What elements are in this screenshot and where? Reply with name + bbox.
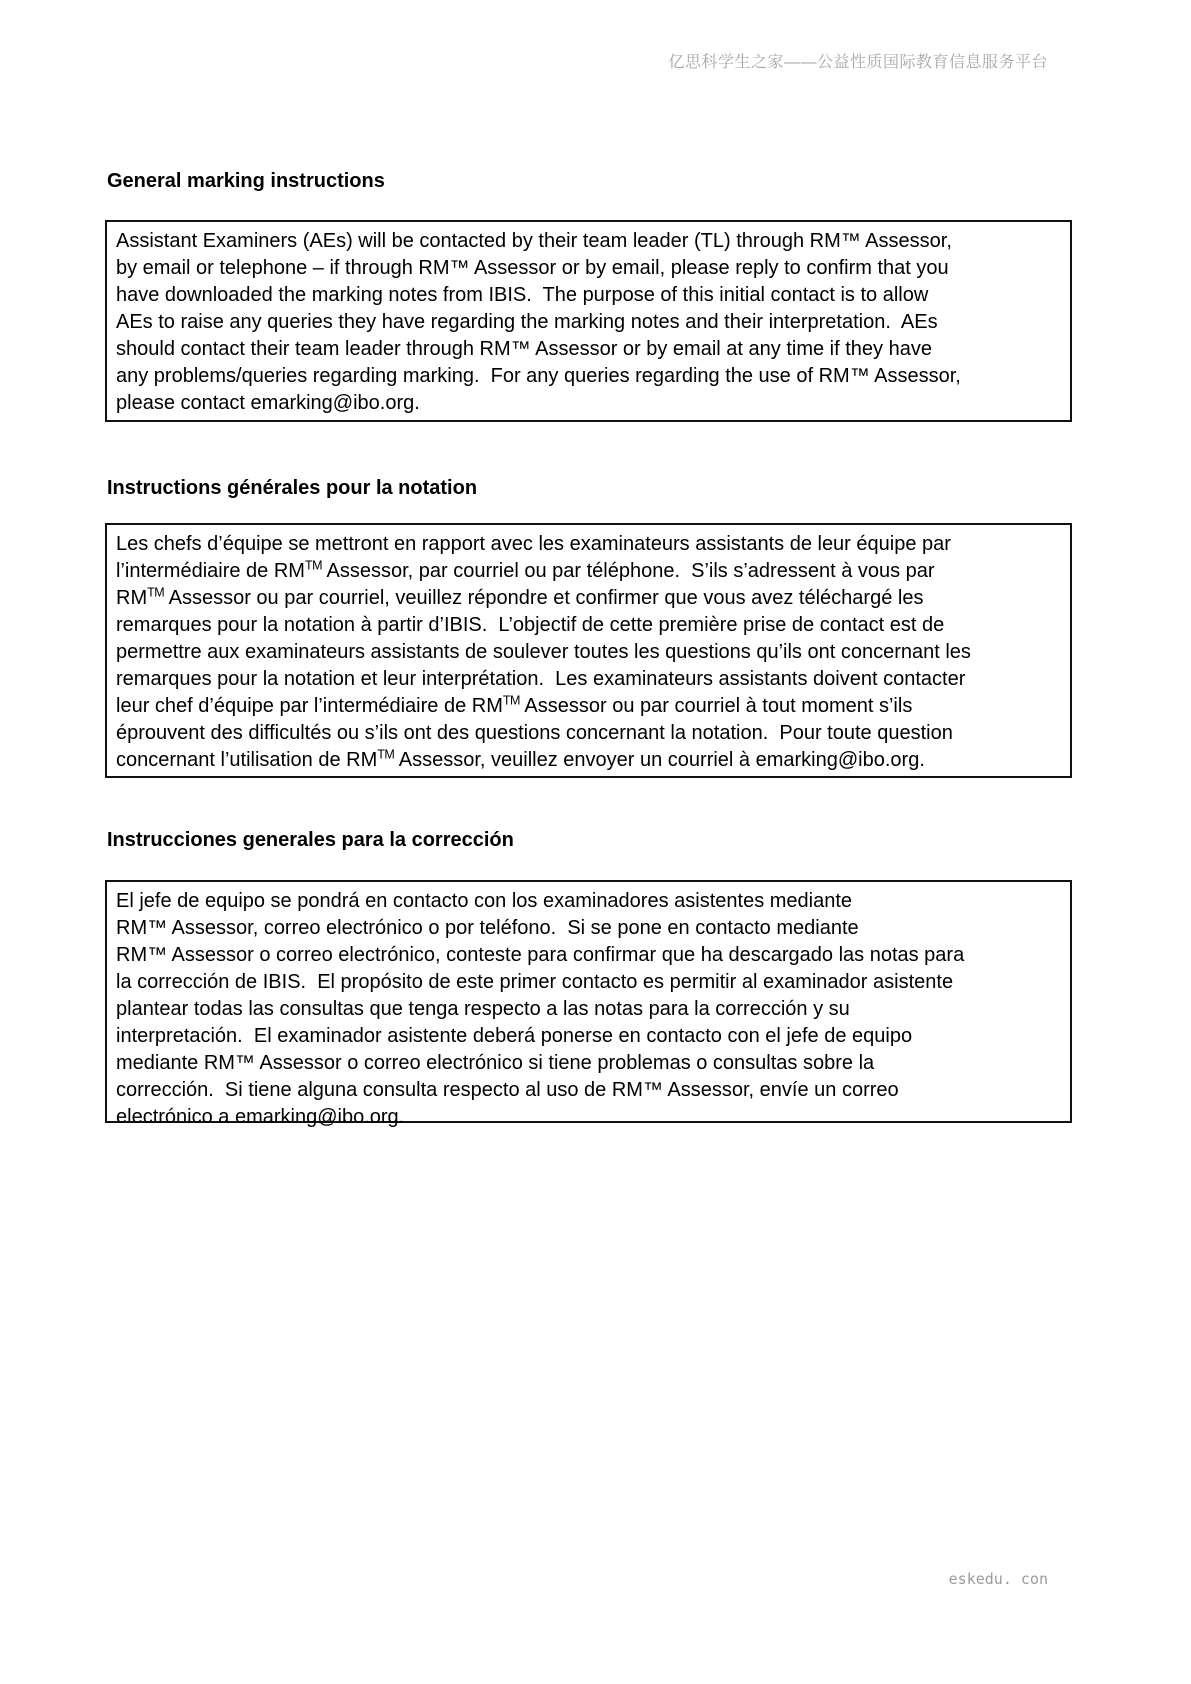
text-line: leur chef d’équipe par l’intermédiaire de RM™ Assessor ou par courriel à tout moment s’ils <box>116 693 913 717</box>
text-line: remarques pour la notation et leur interprétation. Les examinateurs assistants doivent contacter <box>116 668 966 690</box>
section-heading-french: Instructions générales pour la notation <box>107 477 478 499</box>
text-line: Les chefs d’équipe se mettront en rapport avec les examinateurs assistants de leur équipe par <box>116 533 951 555</box>
text-line: Assistant Examiners (AEs) will be contacted by their team leader (TL) through RM™ Assessor, <box>116 230 952 252</box>
site-watermark-header: 亿思科学生之家——公益性质国际教育信息服务平台 <box>668 54 1048 71</box>
section-heading-english: General marking instructions <box>107 170 385 192</box>
text-line: RM™ Assessor, correo electrónico o por teléfono. Si se pone en contacto mediante <box>116 917 859 939</box>
instructions-box-spanish <box>105 880 1072 1128</box>
text-line: mediante RM™ Assessor o correo electrónico si tiene problemas o consultas sobre la <box>116 1052 875 1074</box>
text-line: AEs to raise any queries they have regarding the marking notes and their interpretation. AEs <box>116 311 938 333</box>
text-line: El jefe de equipo se pondrá en contacto con los examinadores asistentes mediante <box>116 890 853 912</box>
text-line: electrónico a emarking@ibo.org. <box>116 1106 405 1128</box>
text-line: corrección. Si tiene alguna consulta respecto al uso de RM™ Assessor, envíe un correo <box>116 1079 899 1101</box>
text-line: éprouvent des difficultés ou s’ils ont des questions concernant la notation. Pour toute question <box>116 722 953 744</box>
text-line: concernant l’utilisation de RM™ Assessor, veuillez envoyer un courriel à emarking@ibo.org. <box>116 747 925 771</box>
instructions-box-english <box>105 220 1072 422</box>
text-line: RM™ Assessor ou par courriel, veuillez répondre et confirmer que vous avez téléchargé les <box>116 585 924 609</box>
text-line: permettre aux examinateurs assistants de soulever toutes les questions qu’ils ont concernant les <box>116 641 971 663</box>
text-line: please contact emarking@ibo.org. <box>116 392 420 414</box>
site-watermark-footer: eskedu. con <box>948 1570 1048 1588</box>
text-line: any problems/queries regarding marking. For any queries regarding the use of RM™ Assessor, <box>116 365 961 387</box>
text-line: l’intermédiaire de RM™ Assessor, par courriel ou par téléphone. S’ils s’adressent à vous par <box>116 558 935 582</box>
text-line: plantear todas las consultas que tenga respecto a las notas para la corrección y su <box>116 998 850 1020</box>
text-line: should contact their team leader through RM™ Assessor or by email at any time if they have <box>116 338 932 360</box>
text-line: RM™ Assessor o correo electrónico, conteste para confirmar que ha descargado las notas para <box>116 944 965 966</box>
section-heading-spanish: Instrucciones generales para la corrección <box>107 829 514 851</box>
text-line: interpretación. El examinador asistente deberá ponerse en contacto con el jefe de equipo <box>116 1025 913 1047</box>
text-line: remarques pour la notation à partir d’IBIS. L’objectif de cette première prise de contact est de <box>116 614 945 636</box>
text-line: by email or telephone – if through RM™ Assessor or by email, please reply to confirm that you <box>116 257 949 279</box>
instructions-box-french <box>105 523 1072 778</box>
text-line: la corrección de IBIS. El propósito de este primer contacto es permitir al examinador asistente <box>116 971 954 993</box>
text-line: have downloaded the marking notes from IBIS. The purpose of this initial contact is to allow <box>116 284 929 306</box>
